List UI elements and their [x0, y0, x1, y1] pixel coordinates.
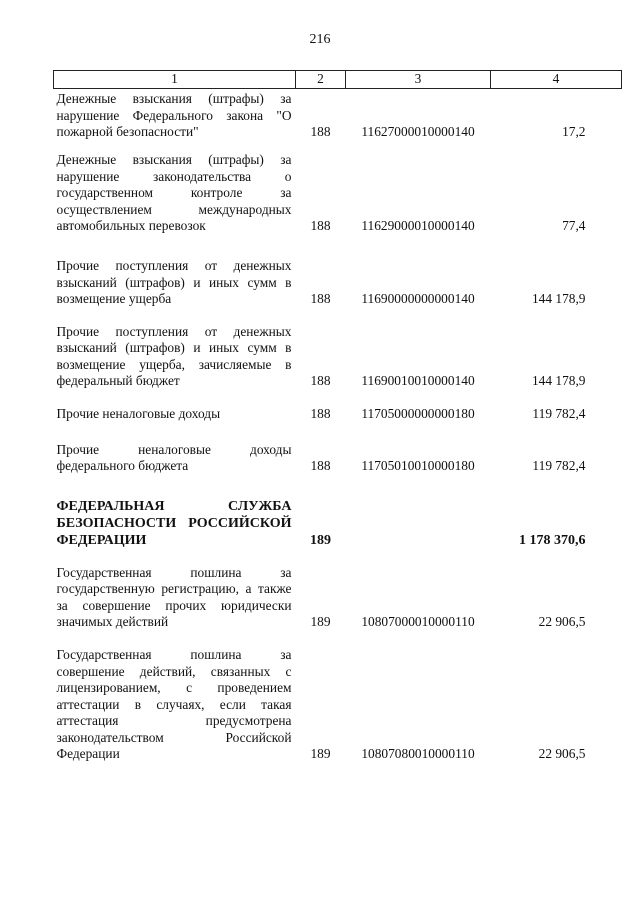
- revenue-table: [53, 70, 622, 763]
- row-kbk: 10807000010000110: [361, 614, 475, 629]
- table-row: [54, 390, 622, 423]
- row-kbk: [346, 475, 491, 549]
- page-number: 216: [309, 32, 331, 47]
- row-amount: 119 782,4: [532, 458, 586, 473]
- row-amount: 77,4: [562, 218, 586, 233]
- row-kbk: 10807080010000110: [361, 746, 475, 761]
- table-row: [54, 235, 622, 308]
- row-code: 188: [310, 218, 331, 233]
- column-header-4: 4: [491, 71, 622, 89]
- row-name: Прочие неналоговые доходы: [56, 406, 221, 421]
- column-header-2: 2: [296, 71, 346, 89]
- table-row: [54, 89, 622, 141]
- row-kbk: 11690010010000140: [361, 373, 475, 388]
- table-body: [54, 89, 622, 763]
- row-code: 189: [310, 746, 331, 761]
- row-name: Государственная пошлина за государственную регистрацию, а также за совершение прочих юридически значимых действий: [56, 564, 292, 629]
- row-code: 189: [310, 532, 331, 548]
- row-amount: 144 178,9: [531, 291, 586, 306]
- row-name: Прочие поступления от денежных взысканий (штрафов) и иных сумм в возмещение ущерба, зачисляемые в федеральный бюджет: [56, 323, 292, 388]
- row-amount: 22 906,5: [538, 746, 586, 761]
- row-amount: 22 906,5: [538, 614, 586, 629]
- row-name: Денежные взыскания (штрафы) за нарушение законодательства о государственном контроле за осуществлением международных автомобильных перевозок: [56, 152, 292, 233]
- row-name: Прочие поступления от денежных взысканий (штрафов) и иных сумм в возмещение ущерба: [56, 258, 292, 306]
- row-kbk: 11690000000000140: [361, 291, 475, 306]
- row-code: 189: [310, 614, 331, 629]
- row-name: ФЕДЕРАЛЬНАЯ СЛУЖБА БЕЗОПАСНОСТИ РОССИЙСКОЙ ФЕДЕРАЦИИ: [56, 498, 292, 548]
- table-row: [54, 475, 622, 549]
- table-row: [54, 308, 622, 390]
- row-amount: 17,2: [562, 124, 586, 139]
- row-name: Денежные взыскания (штрафы) за нарушение Федерального закона "О пожарной безопасности": [56, 91, 292, 139]
- row-code: 188: [310, 291, 331, 306]
- table-row: [54, 141, 622, 235]
- column-header-3: 3: [346, 71, 491, 89]
- table-row: [54, 631, 622, 763]
- row-name: Государственная пошлина за совершение действий, связанных с лицензированием, с проведением аттестации в случаях, если такая аттестация предусмотрена законодательством Российской Федерации: [56, 647, 292, 761]
- row-kbk: 11705000000000180: [361, 406, 475, 421]
- table-header: [54, 71, 622, 89]
- row-kbk: 11705010010000180: [361, 458, 475, 473]
- row-code: 188: [310, 458, 331, 473]
- row-code: 188: [310, 406, 331, 421]
- header-row: [54, 71, 622, 89]
- row-code: 188: [310, 124, 331, 139]
- table-row: [54, 549, 622, 631]
- row-name: Прочие неналоговые доходы федерального бюджета: [56, 441, 292, 473]
- row-kbk: 11629000010000140: [361, 218, 475, 233]
- row-amount: 1 178 370,6: [519, 532, 586, 548]
- row-code: 188: [310, 373, 331, 388]
- row-amount: 144 178,9: [531, 373, 586, 388]
- column-header-1: 1: [54, 71, 296, 89]
- row-amount: 119 782,4: [532, 406, 586, 421]
- table-row: [54, 423, 622, 475]
- row-kbk: 11627000010000140: [361, 124, 475, 139]
